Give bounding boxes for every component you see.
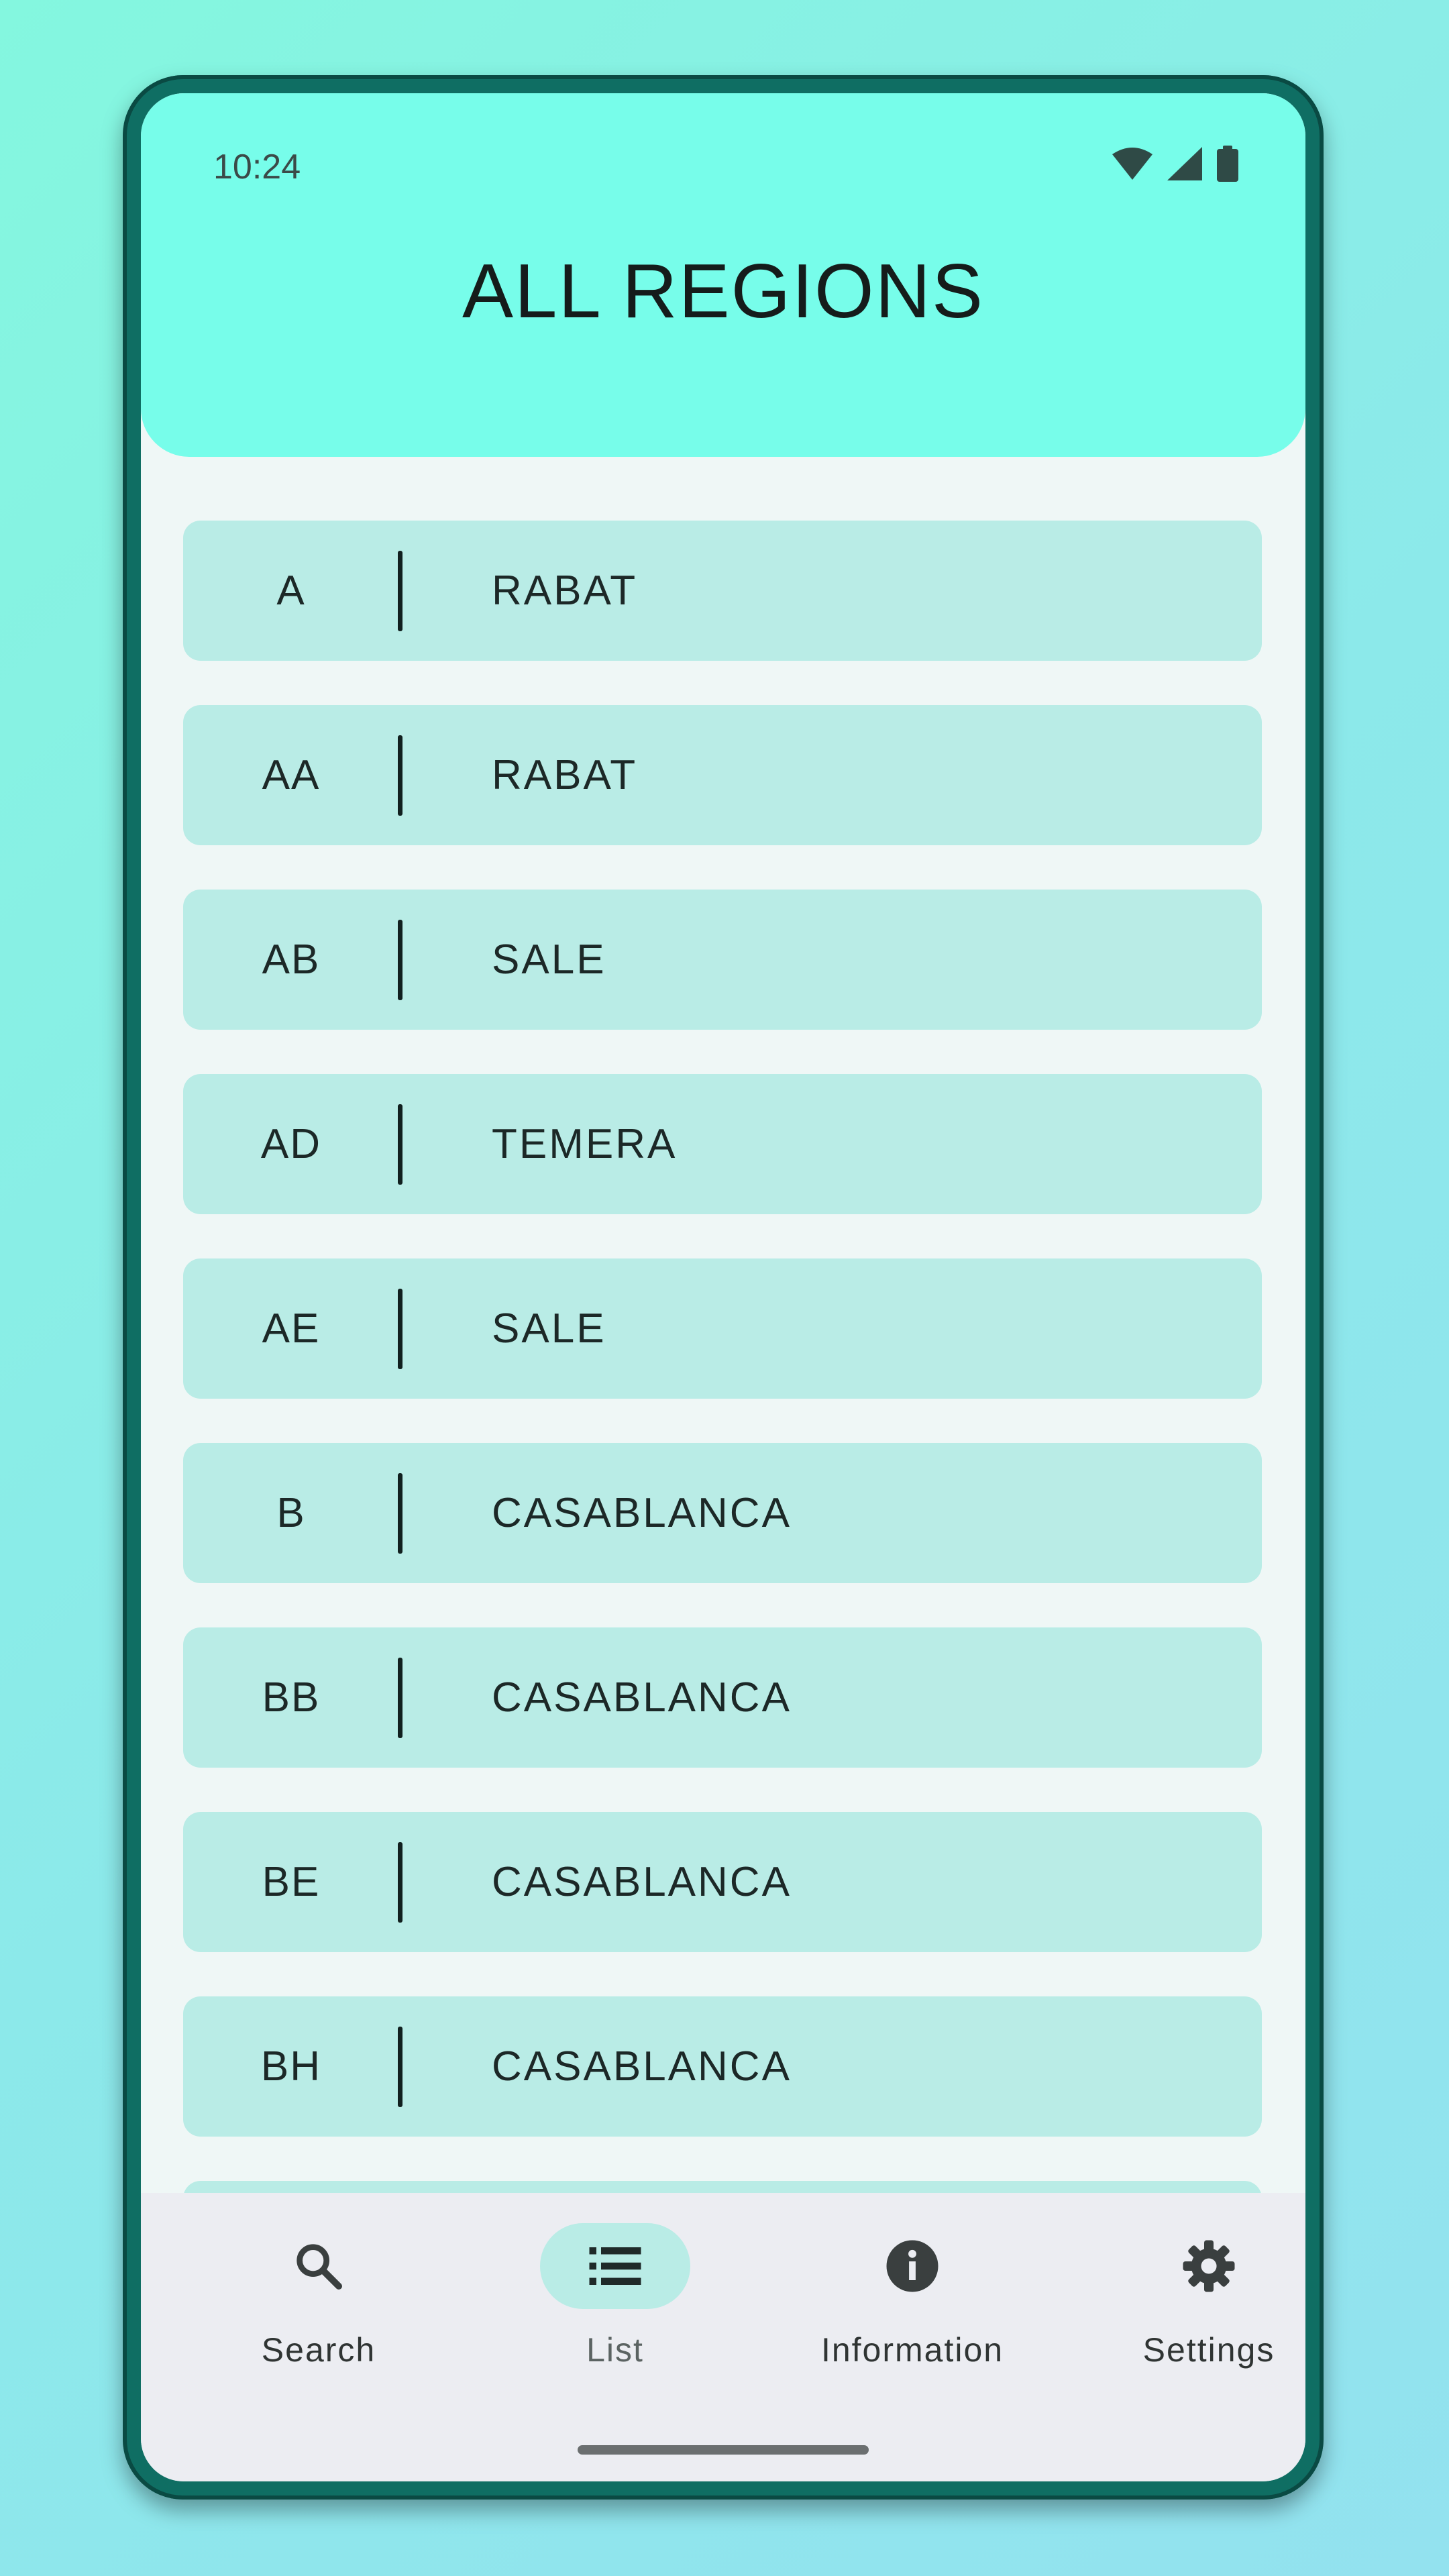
status-icons bbox=[1112, 146, 1238, 182]
region-city: TEMERA bbox=[492, 1121, 678, 1167]
list-item[interactable] bbox=[183, 521, 1262, 661]
app-screen bbox=[141, 93, 1305, 2481]
region-city: SALE bbox=[492, 1305, 606, 1352]
nav-pill bbox=[244, 2223, 394, 2309]
page-title: ALL REGIONS bbox=[462, 249, 985, 334]
list-item[interactable] bbox=[183, 1812, 1262, 1952]
region-city: SALE bbox=[492, 936, 606, 983]
nav-label: List bbox=[586, 2331, 644, 2369]
list-item[interactable] bbox=[183, 1627, 1262, 1768]
home-indicator[interactable] bbox=[578, 2445, 869, 2455]
app-header bbox=[141, 93, 1305, 457]
divider bbox=[398, 1658, 402, 1738]
nav-item-settings[interactable] bbox=[1108, 2223, 1305, 2371]
nav-item-list[interactable] bbox=[515, 2223, 716, 2371]
list-item[interactable] bbox=[183, 1258, 1262, 1399]
status-time: 10:24 bbox=[213, 148, 301, 186]
region-code: AE bbox=[262, 1305, 321, 1352]
list-icon bbox=[587, 2243, 643, 2290]
divider bbox=[398, 1289, 402, 1369]
divider bbox=[398, 1473, 402, 1554]
nav-item-information[interactable] bbox=[812, 2223, 1013, 2371]
region-code: BB bbox=[262, 1674, 321, 1721]
region-city: CASABLANCA bbox=[492, 2043, 792, 2090]
region-city: RABAT bbox=[492, 752, 638, 798]
nav-label: Information bbox=[820, 2331, 1004, 2369]
region-city: CASABLANCA bbox=[492, 1859, 792, 1905]
region-code: BH bbox=[260, 2043, 322, 2090]
region-city: CASABLANCA bbox=[492, 1674, 792, 1721]
region-code: AB bbox=[262, 936, 321, 983]
divider bbox=[398, 920, 402, 1000]
divider bbox=[398, 1842, 402, 1923]
region-code: B bbox=[276, 1490, 306, 1536]
divider bbox=[398, 2027, 402, 2107]
divider bbox=[398, 551, 402, 631]
region-code: A bbox=[276, 568, 306, 614]
list-item[interactable] bbox=[183, 705, 1262, 845]
region-city: CASABLANCA bbox=[492, 1490, 792, 1536]
battery-icon bbox=[1217, 146, 1238, 182]
info-icon bbox=[884, 2238, 941, 2294]
region-code: AD bbox=[260, 1121, 322, 1167]
search-icon bbox=[292, 2239, 345, 2293]
bottom-navigation bbox=[141, 2193, 1305, 2481]
wifi-icon bbox=[1112, 148, 1152, 180]
list-item[interactable] bbox=[183, 890, 1262, 1030]
region-city: RABAT bbox=[492, 568, 638, 614]
phone-frame bbox=[123, 75, 1324, 2500]
list-item[interactable] bbox=[183, 1074, 1262, 1214]
list-item[interactable] bbox=[183, 1443, 1262, 1583]
signal-icon bbox=[1167, 147, 1202, 180]
divider bbox=[398, 735, 402, 816]
nav-pill bbox=[837, 2223, 987, 2309]
nav-label: Settings bbox=[1142, 2331, 1275, 2369]
region-code: AA bbox=[262, 752, 321, 798]
list-item[interactable] bbox=[183, 1996, 1262, 2137]
nav-pill bbox=[1134, 2223, 1284, 2309]
nav-label: Search bbox=[261, 2331, 376, 2369]
gear-icon bbox=[1181, 2238, 1237, 2294]
nav-item-search[interactable] bbox=[218, 2223, 419, 2371]
region-code: BE bbox=[262, 1859, 321, 1905]
divider bbox=[398, 1104, 402, 1185]
nav-pill-active bbox=[540, 2223, 690, 2309]
